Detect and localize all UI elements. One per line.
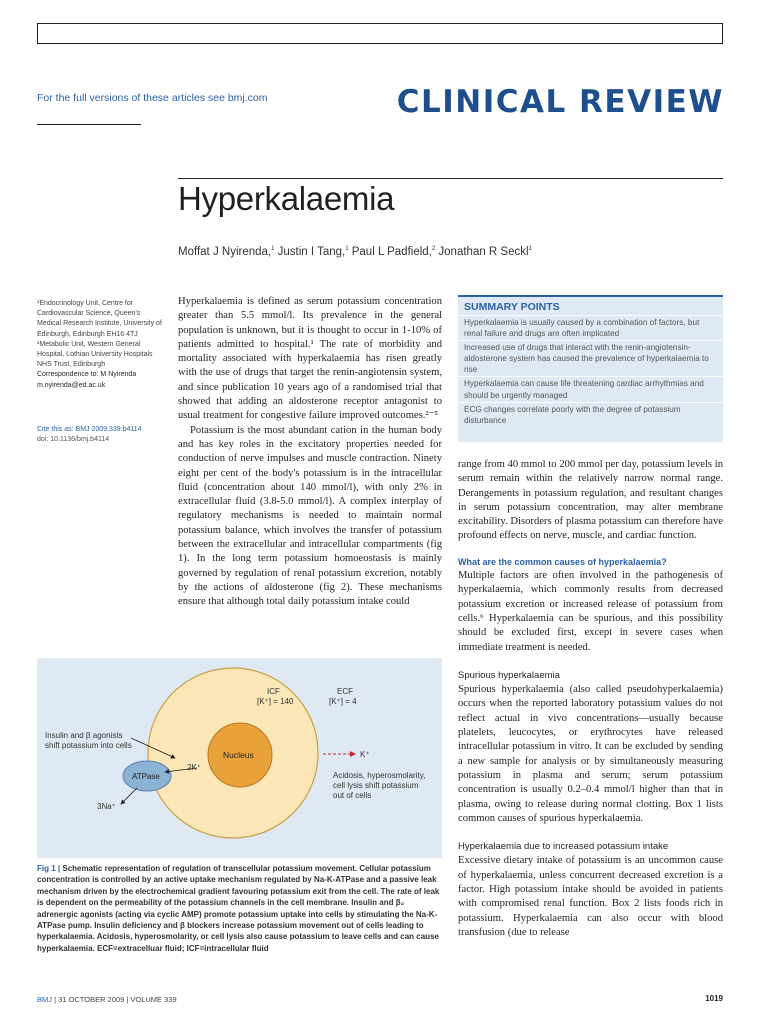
correspondence-email[interactable]: m.nyirenda@ed.ac.uk — [37, 381, 106, 389]
cell-diagram — [37, 658, 442, 858]
paragraph: Hyperkalaemia is defined as serum potassium concentration greater than 5.5 mmol/l. Its prevalence in the general population is unknown, but it is thought to occur in 1-10% of patients admitted to hospital.¹ The rate of morbidity and mortality associated with hyperkalaemia has risen greatly with the use of drugs that target the renin-angiotensin system, and since publication 10 years ago of a randomised trial that showed that adding an aldosterone receptor antagonist to usual treatment for congestive failure improved outcomes.²⁻⁵ — [178, 296, 442, 422]
na3-label: 3Na⁺ — [97, 802, 116, 811]
nucleus-label: Nucleus — [223, 750, 254, 760]
acidosis-label-1: Acidosis, hyperosmolarity, — [333, 771, 426, 780]
issue-info: | 31 OCTOBER 2009 | VOLUME 339 — [52, 995, 177, 1004]
acidosis-label-2: cell lysis shift potassium — [333, 781, 419, 790]
acidosis-label-3: out of cells — [333, 791, 372, 800]
article-title: Hyperkalaemia — [178, 180, 395, 217]
figure-number: Fig 1 | — [37, 864, 61, 873]
caption-text: Schematic representation of regulation of transcellular potassium movement. Cellular potassium concentration is controlled by an active uptake mechanism regulated by Na-K-ATPase and a passive leak mechanism driven by the electrochemical gradient favouring potassium exit from the cell. The rate of leak is dependent on the permeability of the potassium channels in the cell membrane. Insulin and β₂ adrenergic agonists (acting via cyclic AMP) promote potassium uptake into cells by stimulating the Na-K-ATPase pump. Insulin deficiency and β blockers increase potassium movement out of cells leading to hyperkalaemia. Acidosis, hyperosmolarity, or cell lysis also cause potassium to leave cells and can cause hyperkalaemia. ECF=extracelluar fluid; ICF=intracellular fluid — [37, 864, 440, 953]
author-affil-mark: 1 — [528, 246, 532, 253]
sidebar-rule — [37, 124, 141, 125]
affiliation-2: ²Metabolic Unit, Western General Hospital, Lothian University Hospitals NHS Trust, Edinburgh — [37, 340, 153, 369]
paragraph: Potassium is the most abundant cation in the human body and has key roles in the excitatory properties needed for conduction of nerve impulses and muscle contraction. Ninety eight per cent of the body's potassium is in the intracellular fluid (concentration about 140 mmol/l), with only 2% in extracellular fluid (3.8-5.0 mmol/l). A complex interplay of regulatory mechanisms is needed to maintain normal potassium balance, which involves the transfer of potassium between the extracellular and intracellular compartments (fig 1). In the long term potassium homoeostasis is mainly governed by regulation of renal potassium excretion, notably by the actions of aldosterone (fig 2). These mechanisms ensure that although total daily potassium intake could — [178, 424, 442, 608]
correspondence-label: Correspondence to: M Nyirenda — [37, 371, 137, 379]
author-name: Moffat J Nyirenda, — [178, 246, 272, 258]
k2-label: 2K⁺ — [187, 763, 202, 772]
na-out-arrow — [121, 788, 137, 804]
figure-caption — [37, 863, 442, 954]
header-frame — [37, 23, 723, 44]
summary-point: Increased use of drugs that interact with the renin-angiotensin-aldosterone system has caused the prevalence of hyperkalaemia to rise — [458, 340, 723, 376]
title-rule — [178, 178, 723, 179]
summary-list — [458, 315, 723, 442]
atpase-label: ATPase — [132, 772, 160, 781]
summary-point: ECG changes correlate poorly with the degree of potassium disturbance — [458, 402, 723, 427]
summary-title: SUMMARY POINTS — [458, 297, 723, 315]
column-1 — [178, 295, 442, 610]
affiliations — [37, 299, 164, 391]
paragraph: Multiple factors are often involved in the pathogenesis of hyperkalaemia, which commonly results from decreased potassium excretion or increased release of potassium from cells.⁶ Hyperkalaemia can be spurious, and this possibility should be excluded first, except in severe cases when immediate treatment is needed. — [458, 570, 723, 653]
column-2 — [458, 458, 723, 940]
author-affil-mark: 1 — [271, 246, 275, 253]
cite-ref: BMJ 2009;339:b4114 — [75, 426, 142, 433]
section-heading: What are the common causes of hyperkalaemia? — [458, 556, 667, 567]
summary-point: Hyperkalaemia is usually caused by a combination of factors, but renal failure and drugs are often implicated — [458, 315, 723, 340]
figure-1 — [37, 658, 442, 858]
insulin-label-2: shift potassium into cells — [45, 741, 132, 750]
paragraph: Spurious hyperkalaemia (also called pseudohyperkalaemia) occurs when the reported laboratory potassium values do not reflect actual in vivo concentrations—usually because platelets, leucocytes, or erythrocytes have released intracellular potassium in vitro. It can be excluded by sending a new sample for analysis or by simultaneously measuring potassium in plasma and serum; serum potassium concentration is usually 0.2–0.4 mmol/l higher than that in plasma, owing to release during normal clotting. Box 1 lists common causes of spurious hyperkalaemia. — [458, 684, 723, 824]
paragraph: range from 40 mmol to 200 mmol per day, potassium levels in serum remain within the relatively narrow normal range. Derangements in potassium regulation, and resultant changes in serum potassium concentration, may alter membrane excitability. Disorders of plasma potassium can therefore have profound effects on nerve, muscle, and cardiac function. — [458, 459, 723, 542]
icf-label: ICF — [267, 687, 280, 696]
journal-name: BMJ — [37, 995, 52, 1004]
citation-block — [37, 425, 164, 445]
section-title: CLINICAL REVIEW — [396, 84, 724, 120]
footer-left — [37, 995, 177, 1004]
author-name: Jonathan R Seckl — [435, 246, 529, 258]
k-out-label: K⁺ — [360, 750, 370, 759]
ecf-concentration: [K⁺] = 4 — [329, 697, 357, 706]
icf-concentration: [K⁺] = 140 — [257, 697, 294, 706]
cite-doi[interactable]: doi: 10.1136/bmj.b4114 — [37, 436, 110, 444]
subsection-heading: Spurious hyperkalaemia — [458, 669, 560, 681]
ecf-label: ECF — [337, 687, 353, 696]
full-versions-link[interactable]: For the full versions of these articles see bmj.com — [37, 92, 268, 104]
author-name: Paul L Padfield, — [348, 246, 432, 258]
page-number: 1019 — [705, 994, 723, 1003]
insulin-label-1: Insulin and β agonists — [45, 731, 123, 740]
summary-point: Hyperkalaemia can cause life threatening cardiac arrhythmias and should be urgently managed — [458, 376, 723, 401]
author-list — [178, 246, 532, 258]
subsection-heading: Hyperkalaemia due to increased potassium intake — [458, 841, 669, 853]
paragraph: Excessive dietary intake of potassium is an uncommon cause of hyperkalaemia, unless concurrent decreased excretion is a factor. High potassium intake should be avoided in patients with compromised renal function. Box 2 lists foods rich in potassium. Hyperkalaemia can also occur with blood transfusion (due to release — [458, 855, 723, 938]
author-name: Justin I Tang, — [274, 246, 346, 258]
summary-box — [458, 295, 723, 445]
cite-label: Cite this as: — [37, 426, 74, 433]
author-affil-mark: 2 — [431, 246, 436, 253]
affiliation-1: ¹Endocrinology Unit, Centre for Cardiovascular Science, Queen's Medical Research Institute, University of Edinburgh, Edinburgh EH16 4TJ — [37, 300, 162, 338]
author-affil-mark: 1 — [345, 246, 349, 253]
